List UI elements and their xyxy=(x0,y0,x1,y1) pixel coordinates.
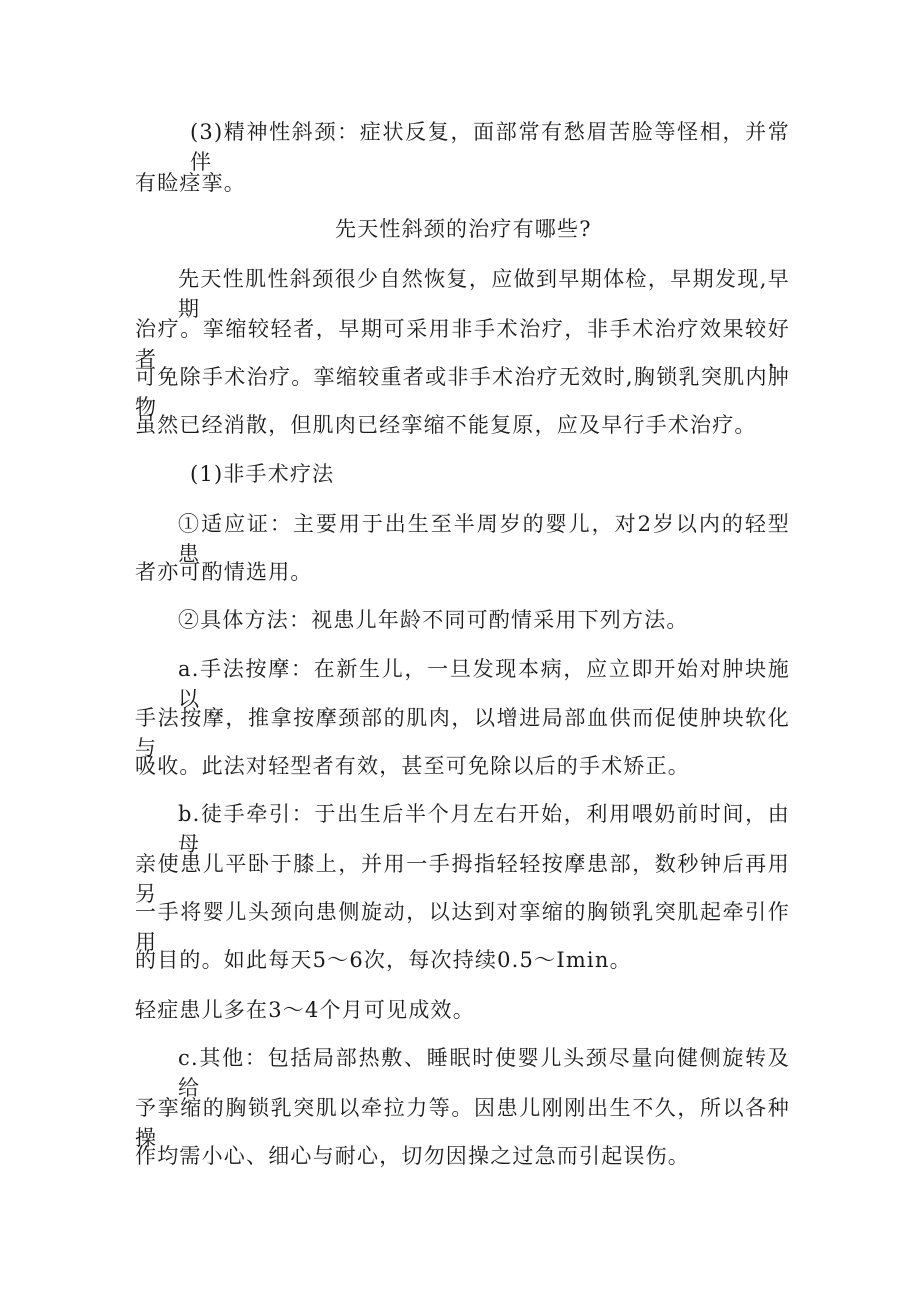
text-line-12: a.手法按摩：在新生儿，一旦发现本病，应立即开始对肿块施以 xyxy=(178,657,790,711)
text-line-18: 的目的。如此每天5～6次，每次持续0.5～Imin。 xyxy=(135,948,632,972)
text-line-15: b.徒手牵引：于出生后半个月左右开始，利用喂奶前时间，由母 xyxy=(178,802,790,856)
text-line-6: 可免除手术治疗。挛缩较重者或非手术治疗无效时,胸锁乳突肌内肿物 xyxy=(135,365,790,419)
text-line-20: c.其他：包括局部热敷、睡眠时使婴儿头颈尽量向健侧旋转及给 xyxy=(178,1046,790,1100)
text-line-2: 有睑痉挛。 xyxy=(135,171,246,195)
text-line-9: ①适应证：主要用于出生至半周岁的婴儿，对2岁以内的轻型患 xyxy=(178,512,790,566)
text-line-10: 者亦可酌情选用。 xyxy=(135,560,313,584)
subheading-non-surgical: (1)非手术疗法 xyxy=(190,462,335,486)
section-heading: 先天性斜颈的治疗有哪些? xyxy=(335,217,592,241)
text-line-11: ②具体方法：视患儿年龄不同可酌情采用下列方法。 xyxy=(178,608,689,632)
text-line-21: 予挛缩的胸锁乳突肌以牵拉力等。因患儿刚刚出生不久，所以各种操 xyxy=(135,1096,790,1150)
text-line-14: 吸收。此法对轻型者有效，甚至可免除以后的手术矫正。 xyxy=(135,754,690,778)
text-line-13: 手法按摩，推拿按摩颈部的肌肉，以增进局部血供而促使肿块软化与 xyxy=(135,706,790,760)
text-line-19: 轻症患儿多在3～4个月可见成效。 xyxy=(135,998,475,1022)
text-line-7: 虽然已经消散，但肌肉已经挛缩不能复原，应及早行手术治疗。 xyxy=(135,413,757,437)
text-line-16: 亲使患儿平卧于膝上，并用一手拇指轻轻按摩患部，数秒钟后再用另 xyxy=(135,852,790,906)
text-line-1: (3)精神性斜颈：症状反复，面部常有愁眉苦脸等怪相，并常伴 xyxy=(190,120,790,174)
text-line-22: 作均需小心、细心与耐心，切勿因操之过急而引起误伤。 xyxy=(135,1144,690,1168)
text-line-4: 先天性肌性斜颈很少自然恢复，应做到早期体检，早期发现,早期 xyxy=(178,267,790,321)
text-line-5: 治疗。挛缩较轻者，早期可采用非手术治疗，非手术治疗效果较好者， xyxy=(135,317,790,371)
text-line-17: 一手将婴儿头颈向患侧旋动，以达到对挛缩的胸锁乳突肌起牵引作用 xyxy=(135,900,790,954)
